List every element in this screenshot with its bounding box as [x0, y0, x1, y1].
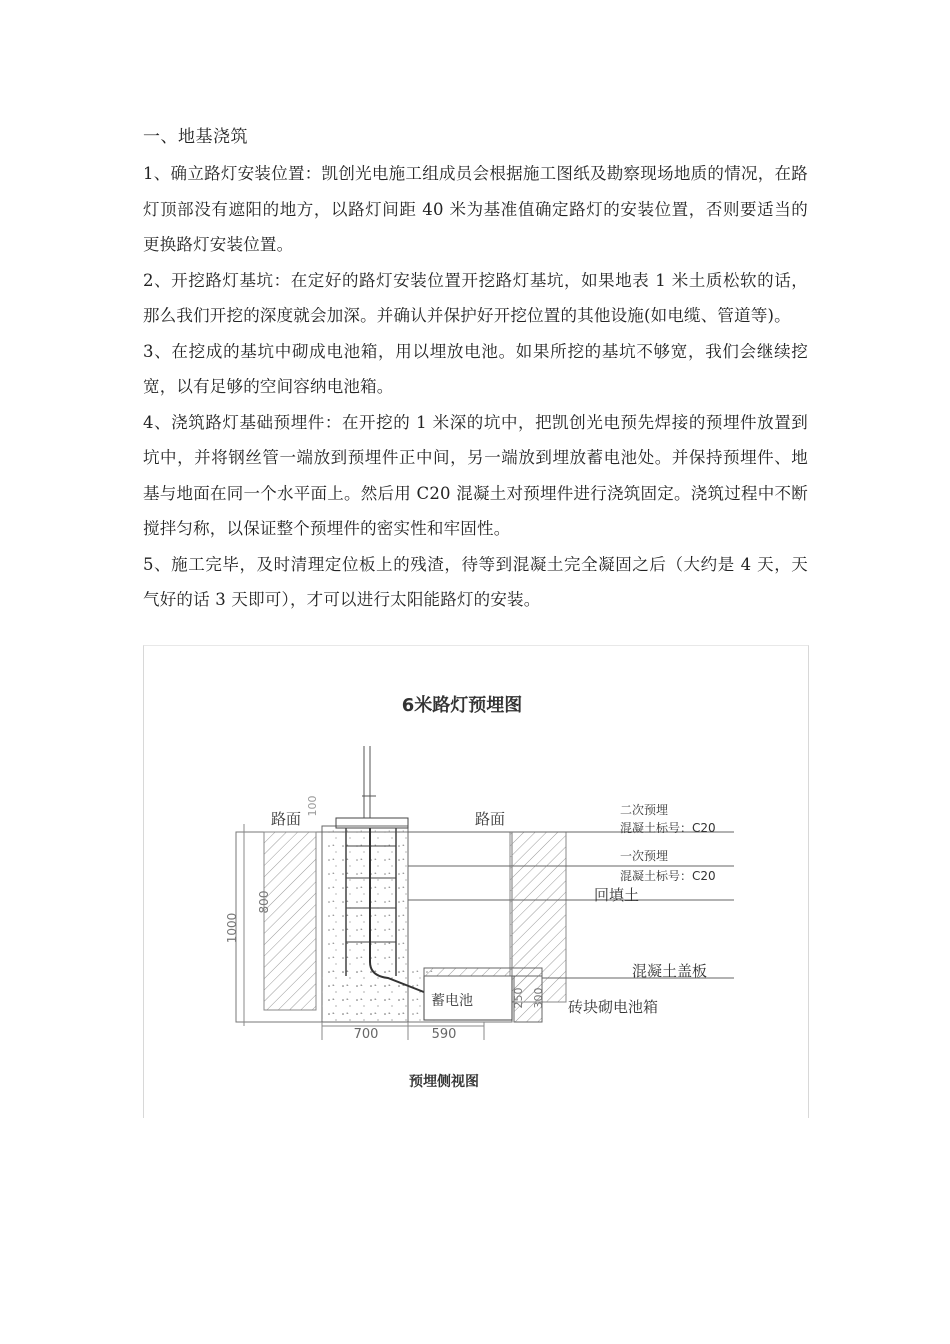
brick-box-label: 砖块砌电池箱: [568, 998, 659, 1016]
first-pour-label-1: 一次预埋: [620, 849, 669, 863]
dim-width-590: 590: [431, 1027, 457, 1042]
paragraph-3: 3、在挖成的基坑中砌成电池箱，用以埋放电池。如果所挖的基坑不够宽，我们会继续挖宽，以有足够的空间容纳电池箱。: [143, 341, 808, 396]
backfill-label: 回填土: [594, 886, 640, 904]
second-pour-label-2: 混凝土标号：C20: [620, 821, 716, 835]
paragraph-1: 1、确立路灯安装位置：凯创光电施工组成员会根据施工图纸及勘察现场地质的情况，在路灯顶部没有遮阳的地方，以路灯间距 40 米为基准值确定路灯的安装位置，否则要适当的更换路灯安装位置。: [143, 164, 808, 254]
embedded-figure: [143, 645, 809, 1118]
diagram-title: 6米路灯预埋图: [401, 695, 523, 716]
first-pour-label-2: 混凝土标号：C20: [620, 869, 716, 883]
battery-label: 蓄电池: [431, 993, 473, 1009]
dim-width-700: 700: [353, 1027, 379, 1042]
cover-label: 混凝土盖板: [632, 962, 708, 980]
left-soil: [264, 832, 316, 1010]
foundation-diagram: [144, 646, 808, 1118]
dim-total-depth: 1000: [225, 912, 239, 944]
paragraph-4: 4、浇筑路灯基础预埋件：在开挖的 1 米深的坑中，把凯创光电预先焊接的预埋件放置到坑中，并将钢丝管一端放到预埋件正中间，另一端放到埋放蓄电池处。并保持预埋件、地基与地面在同一个水平面上。然后用 C20 混凝土对预埋件进行浇筑固定。浇筑过程中不断搅拌匀称，以保证整个预埋件的密实性和牢固性。: [143, 412, 808, 538]
dim-box-250: 250: [512, 987, 525, 1009]
paragraph-5: 5、施工完毕，及时清理定位板上的残渣，待等到混凝土完全凝固之后（大约是 4 天，天气好的话 3 天即可），才可以进行太阳能路灯的安装。: [143, 554, 808, 609]
diagram-caption: 预埋侧视图: [409, 1074, 479, 1090]
dim-depth-800: 800: [257, 890, 271, 914]
road-left-label: 路面: [270, 810, 302, 828]
paragraph-2: 2、开挖路灯基坑：在定好的路灯安装位置开挖路灯基坑，如果地表 1 米土质松软的话，那么我们开挖的深度就会加深。并确认并保护好开挖位置的其他设施(如电缆、管道等)。: [143, 270, 808, 325]
road-right-label: 路面: [474, 810, 506, 828]
second-pour-label-1: 二次预埋: [620, 803, 669, 817]
dim-top-100: 100: [306, 795, 319, 817]
body-text: [143, 156, 808, 618]
section-heading: 一、地基浇筑: [143, 127, 248, 147]
dim-box-300: 300: [532, 987, 545, 1009]
